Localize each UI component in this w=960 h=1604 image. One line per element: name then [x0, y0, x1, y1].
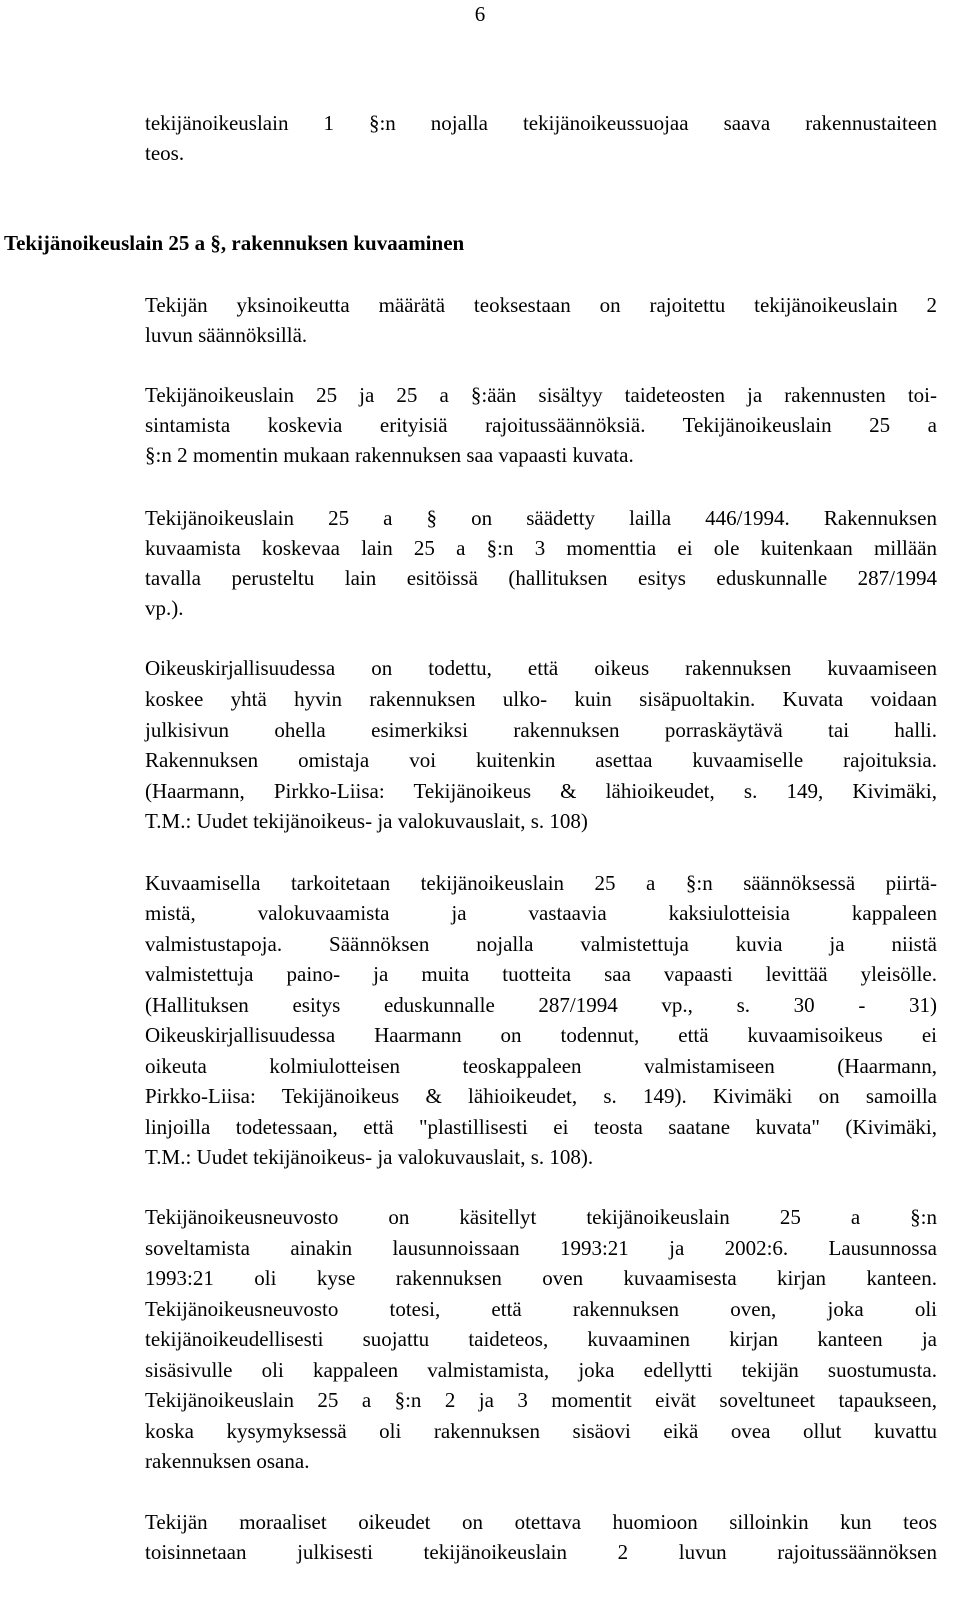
page-number: 6 [474, 2, 486, 26]
text-line: Tekijänoikeuslain 25 ja 25 a §:ään sisältyy taideteosten ja rakennusten toi- [145, 383, 937, 407]
text-line: koska kysymyksessä oli rakennuksen sisäovi eikä ovea ollut kuvattu [145, 1419, 937, 1443]
text-line: koskee yhtä hyvin rakennuksen ulko- kuin sisäpuoltakin. Kuvata voidaan [145, 687, 937, 711]
text-line: valmistettuja paino- ja muita tuotteita saa vapaasti levittää yleisölle. [145, 962, 937, 986]
text-line: mistä, valokuvaamista ja vastaavia kaksiulotteisia kappaleen [145, 901, 937, 925]
text-line: (Hallituksen esitys eduskunnalle 287/1994 vp., s. 30 - 31) [145, 993, 937, 1017]
text-line: kuvaamista koskevaa lain 25 a §:n 3 momenttia ei ole kuitenkaan millään [145, 536, 937, 560]
text-line: tekijänoikeuslain 1 §:n nojalla tekijänoikeussuojaa saava rakennustaiteen [145, 111, 937, 135]
section-heading: Tekijänoikeuslain 25 a §, rakennuksen kuvaaminen [4, 231, 465, 255]
text-line: Tekijän moraaliset oikeudet on otettava huomioon silloinkin kun teos [145, 1510, 937, 1534]
text-line: valmistustapoja. Säännöksen nojalla valmistettuja kuvia ja niistä [145, 932, 937, 956]
text-line: §:n 2 momentin mukaan rakennuksen saa vapaasti kuvata. [145, 443, 634, 467]
text-line: vp.). [145, 596, 184, 620]
text-line: oikeuta kolmiulotteisen teoskappaleen valmistamiseen (Haarmann, [145, 1054, 937, 1078]
text-line: soveltamista ainakin lausunnoissaan 1993:21 ja 2002:6. Lausunnossa [145, 1236, 937, 1260]
text-line: teos. [145, 141, 185, 165]
text-line: Rakennuksen omistaja voi kuitenkin asettaa kuvaamiselle rajoituksia. [145, 748, 937, 772]
text-line: 1993:21 oli kyse rakennuksen oven kuvaamisesta kirjan kanteen. [145, 1266, 937, 1290]
text-line: linjoilla todetessaan, että "plastillisesti ei teosta saatane kuvata" (Kivimäki, [145, 1115, 937, 1139]
text-line: T.M.: Uudet tekijänoikeus- ja valokuvauslait, s. 108) [145, 809, 588, 833]
text-line: tavalla perusteltu lain esitöissä (hallituksen esitys eduskunnalle 287/1994 [145, 566, 937, 590]
text-line: julkisivun ohella esimerkiksi rakennuksen porraskäytävä tai halli. [145, 718, 937, 742]
text-line: Tekijänoikeusneuvosto on käsitellyt tekijänoikeuslain 25 a §:n [145, 1205, 937, 1229]
text-line: Oikeuskirjallisuudessa on todettu, että oikeus rakennuksen kuvaamiseen [145, 656, 937, 680]
text-line: luvun säännöksillä. [145, 323, 308, 347]
text-line: Tekijänoikeuslain 25 a § on säädetty lailla 446/1994. Rakennuksen [145, 506, 937, 530]
text-line: sintamista koskevia erityisiä rajoitussäännöksiä. Tekijänoikeuslain 25 a [145, 413, 937, 437]
text-line: Tekijänoikeuslain 25 a §:n 2 ja 3 momentit eivät soveltuneet tapaukseen, [145, 1388, 937, 1412]
text-line: toisinnetaan julkisesti tekijänoikeuslain 2 luvun rajoitussäännöksen [145, 1540, 937, 1564]
text-line: sisäsivulle oli kappaleen valmistamista, joka edellytti tekijän suostumusta. [145, 1358, 937, 1382]
text-line: Oikeuskirjallisuudessa Haarmann on todennut, että kuvaamisoikeus ei [145, 1023, 937, 1047]
text-line: tekijänoikeudellisesti suojattu taideteos, kuvaaminen kirjan kanteen ja [145, 1327, 937, 1351]
text-line: Kuvaamisella tarkoitetaan tekijänoikeuslain 25 a §:n säännöksessä piirtä- [145, 871, 937, 895]
text-line: (Haarmann, Pirkko-Liisa: Tekijänoikeus & lähioikeudet, s. 149, Kivimäki, [145, 779, 937, 803]
text-line: rakennuksen osana. [145, 1449, 310, 1473]
text-line: Tekijänoikeusneuvosto totesi, että rakennuksen oven, joka oli [145, 1297, 937, 1321]
text-line: Tekijän yksinoikeutta määrätä teoksestaan on rajoitettu tekijänoikeuslain 2 [145, 293, 937, 317]
text-line: T.M.: Uudet tekijänoikeus- ja valokuvauslait, s. 108). [145, 1145, 594, 1169]
text-line: Pirkko-Liisa: Tekijänoikeus & lähioikeudet, s. 149). Kivimäki on samoilla [145, 1084, 937, 1108]
